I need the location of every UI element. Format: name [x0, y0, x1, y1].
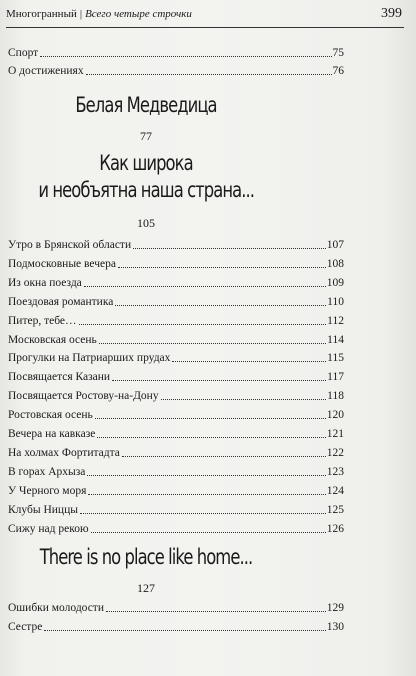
entry-page: 125 [326, 503, 344, 516]
toc-entry [8, 499, 344, 517]
entry-page: 124 [326, 484, 344, 497]
entry-title: Московская осень [8, 333, 97, 346]
toc-entry [8, 480, 344, 498]
entry-title: Поездовая романтика [8, 295, 114, 308]
entry-page: 114 [327, 333, 344, 346]
leader-dots [172, 361, 326, 362]
toc-entry [8, 518, 344, 536]
entry-page: 122 [326, 446, 344, 459]
entry-title: Посвящается Казани [8, 371, 111, 384]
toc-entry [8, 234, 344, 252]
leader-dots [40, 56, 331, 57]
entry-page: 112 [327, 314, 344, 327]
entry-page: 126 [326, 522, 344, 535]
leader-dots [91, 532, 326, 533]
separator: | [79, 8, 83, 20]
leader-dots [86, 74, 332, 75]
entry-page: 110 [327, 295, 344, 308]
page-number: 399 [381, 6, 402, 21]
leader-dots [118, 267, 326, 268]
toc-entry [8, 442, 344, 460]
toc-entry [8, 329, 344, 347]
leader-dots [106, 611, 326, 612]
entry-title: Ростовская осень [8, 409, 93, 422]
section-title: There is no place like home... [39, 545, 253, 569]
leader-dots [122, 456, 326, 457]
entry-page: 120 [326, 409, 344, 422]
leader-dots [87, 475, 325, 476]
section-title-line2: и необъятна наша страна... [38, 178, 255, 202]
entry-title: Вечера на кавказе [8, 428, 96, 440]
header-rule [6, 27, 404, 28]
leader-dots [79, 324, 327, 325]
entry-page: 129 [326, 602, 344, 614]
entry-page: 121 [326, 428, 344, 440]
entry-page: 108 [326, 257, 344, 270]
entry-page: 115 [327, 352, 344, 365]
section-page: 105 [137, 216, 155, 230]
leader-dots [112, 380, 326, 381]
leader-dots [115, 305, 326, 306]
entry-title: Питер, тебе… [8, 314, 77, 327]
entry-title: В горах Архыза [8, 465, 86, 478]
leader-dots [97, 437, 325, 438]
toc-entry [8, 597, 344, 615]
section-title-line1: Как широка [99, 151, 193, 175]
toc-entry [8, 42, 344, 60]
entry-title: Посвящается Ростову-на-Дону [8, 390, 159, 403]
section-page: 77 [140, 129, 152, 143]
entry-title: Подмосковные вечера [8, 257, 116, 270]
entry-title: Сестре [8, 621, 43, 633]
toc-entry [8, 272, 344, 290]
entry-page: 123 [326, 465, 344, 478]
chapter-title: Всего четыре строчки [85, 8, 192, 20]
entry-title: Спорт [8, 47, 39, 59]
entry-title: Прогулки на Патриарших прудах [8, 352, 171, 365]
leader-dots [161, 399, 327, 400]
section-title: Белая Медведица [75, 93, 217, 117]
leader-dots [88, 494, 325, 495]
section-page: 127 [137, 581, 155, 595]
toc-entry [8, 385, 344, 403]
entry-page: 130 [326, 621, 344, 633]
leader-dots [99, 343, 326, 344]
entry-title: Сижу над рекою [8, 522, 89, 535]
entry-title: Утро в Брянской области [8, 239, 132, 251]
leader-dots [133, 248, 326, 249]
entry-page: 109 [326, 276, 344, 289]
toc-entry [8, 60, 344, 78]
entry-page: 117 [327, 371, 344, 384]
entry-title: Ошибки молодости [8, 602, 104, 614]
leader-dots [95, 418, 326, 419]
toc-entry [8, 423, 344, 441]
toc-entry [8, 366, 344, 384]
entry-page: 107 [326, 239, 344, 251]
toc-entry [8, 404, 344, 422]
entry-title: На холмах Фортитадта [8, 446, 120, 459]
entry-title: Из окна поезда [8, 276, 82, 289]
toc-entry [8, 461, 344, 479]
leader-dots [84, 286, 326, 287]
toc-entry [8, 253, 344, 271]
leader-dots [44, 630, 325, 631]
book-title: Многогранный [6, 8, 77, 20]
leader-dots [80, 513, 326, 514]
toc-entry [8, 616, 344, 634]
toc-entry [8, 347, 344, 365]
entry-page: 75 [332, 47, 344, 59]
running-head-left [6, 8, 192, 20]
running-head [0, 0, 416, 28]
entry-title: У Черного моря [8, 484, 87, 497]
toc-entry [8, 310, 344, 328]
entry-title: Клубы Ниццы [8, 503, 78, 516]
toc-entry [8, 291, 344, 309]
entry-page: 118 [327, 390, 344, 403]
entry-title: О достижениях [8, 65, 84, 77]
entry-page: 76 [332, 65, 344, 77]
